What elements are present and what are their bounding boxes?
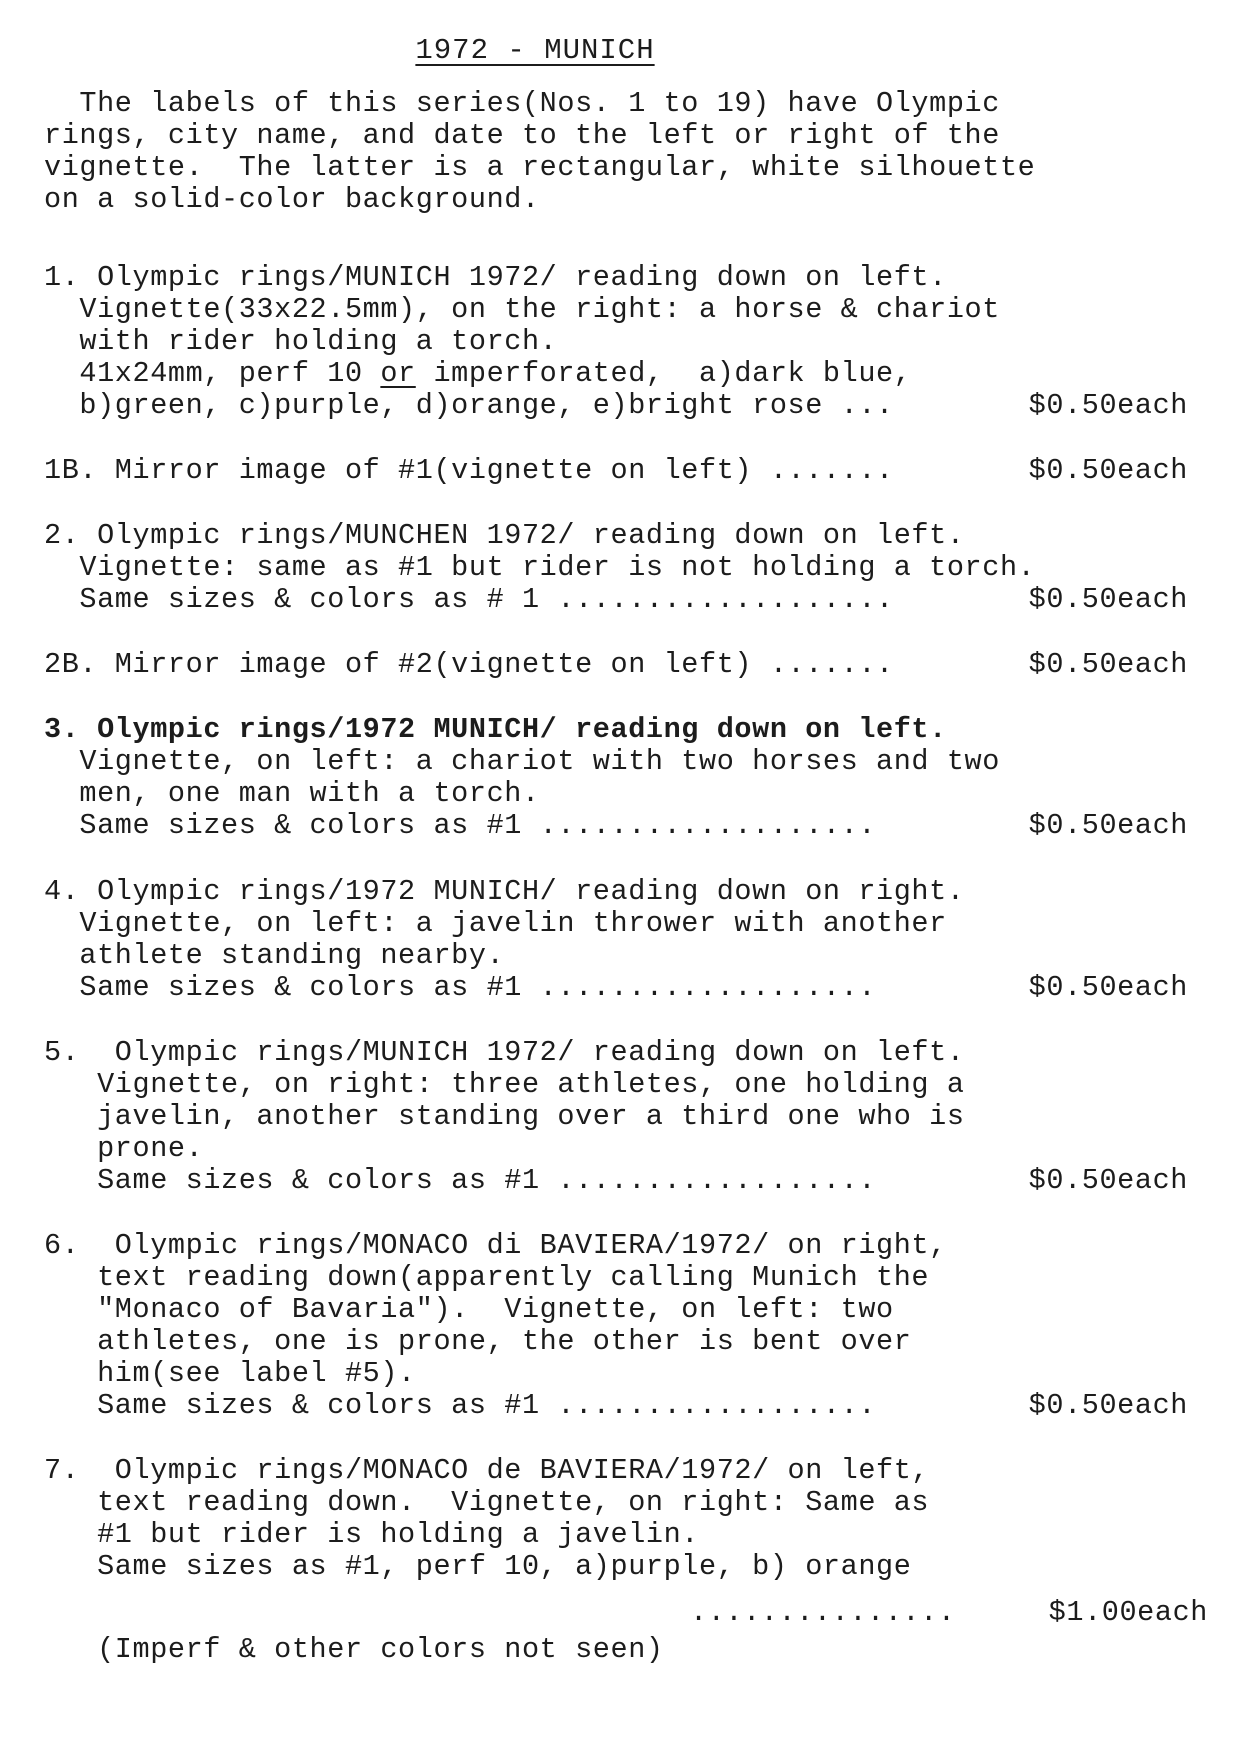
item-5-line: 5. Olympic rings/MUNICH 1972/ reading down on left. [44,1036,965,1069]
item-6-sizes: Same sizes & colors as #1 .................. [44,1389,877,1422]
item-6-line: "Monaco of Bavaria"). Vignette, on left: two [44,1293,894,1326]
item-5-sizes: Same sizes & colors as #1 .................. [44,1164,877,1197]
item-7-dots: ............... [690,1596,956,1629]
item-1-or-text: or [380,357,416,390]
intro-line: The labels of this series(Nos. 1 to 19) have Olympic [44,87,1000,120]
item-3-line: Vignette, on left: a chariot with two horses and two [44,745,1000,778]
item-7-line: Same sizes as #1, perf 10, a)purple, b) orange [44,1550,912,1583]
item-1-perf-text: imperforated, a)dark blue, [415,357,912,390]
item-6-line: him(see label #5). [44,1357,416,1390]
item-2-line: 2. Olympic rings/MUNCHEN 1972/ reading down on left. [44,519,965,552]
item-1-line: with rider holding a torch. [44,325,558,358]
item-1-perf-line [44,358,911,390]
item-1-line: Vignette(33x22.5mm), on the right: a horse & chariot [44,293,1000,326]
item-3-price: $0.50each [1028,809,1188,842]
item-1b-line: 1B. Mirror image of #1(vignette on left) ....... [44,454,894,487]
item-4-line: Vignette, on left: a javelin thrower with another [44,907,947,940]
item-2-price: $0.50each [1028,583,1188,616]
item-2b-price: $0.50each [1028,648,1188,681]
item-5-price: $0.50each [1028,1164,1188,1197]
item-6-line: athletes, one is prone, the other is bent over [44,1325,912,1358]
item-2-line: Vignette: same as #1 but rider is not holding a torch. [44,551,1036,584]
item-1-perf-text: 41x24mm, perf 10 [44,357,381,390]
item-2b-line: 2B. Mirror image of #2(vignette on left) ....... [44,648,894,681]
intro-line: on a solid-color background. [44,183,540,216]
item-4-sizes: Same sizes & colors as #1 ................... [44,971,877,1004]
item-1-colors: b)green, c)purple, d)orange, e)bright rose ... [44,389,894,422]
item-4-price: $0.50each [1028,971,1188,1004]
item-1-line: 1. Olympic rings/MUNICH 1972/ reading down on left. [44,261,947,294]
item-6-price: $0.50each [1028,1389,1188,1422]
item-7-line: #1 but rider is holding a javelin. [44,1518,700,1551]
item-2-sizes: Same sizes & colors as # 1 ................... [44,583,894,616]
item-1-price: $0.50each [1028,389,1188,422]
item-4-line: athlete standing nearby. [44,939,505,972]
intro-line: rings, city name, and date to the left or right of the [44,119,1000,152]
item-1b-price: $0.50each [1028,454,1188,487]
item-5-line: Vignette, on right: three athletes, one holding a [44,1068,965,1101]
page-title: 1972 - MUNICH [415,34,655,67]
item-6-line: 6. Olympic rings/MONACO di BAVIERA/1972/ on right, [44,1229,947,1262]
intro-line: vignette. The latter is a rectangular, white silhouette [44,151,1036,184]
item-3-sizes: Same sizes & colors as #1 ................... [44,809,877,842]
item-7-line: text reading down. Vignette, on right: Same as [44,1486,930,1519]
item-7-price: $1.00each [1048,1596,1208,1629]
item-5-line: prone. [44,1132,204,1165]
item-6-line: text reading down(apparently calling Munich the [44,1261,930,1294]
item-3-line: men, one man with a torch. [44,777,540,810]
item-7-note: (Imperf & other colors not seen) [44,1633,664,1666]
item-5-line: javelin, another standing over a third one who is [44,1100,965,1133]
item-7-line: 7. Olympic rings/MONACO de BAVIERA/1972/ on left, [44,1454,930,1487]
item-3-line: 3. Olympic rings/1972 MUNICH/ reading down on left. [44,713,947,746]
item-4-line: 4. Olympic rings/1972 MUNICH/ reading down on right. [44,875,965,908]
